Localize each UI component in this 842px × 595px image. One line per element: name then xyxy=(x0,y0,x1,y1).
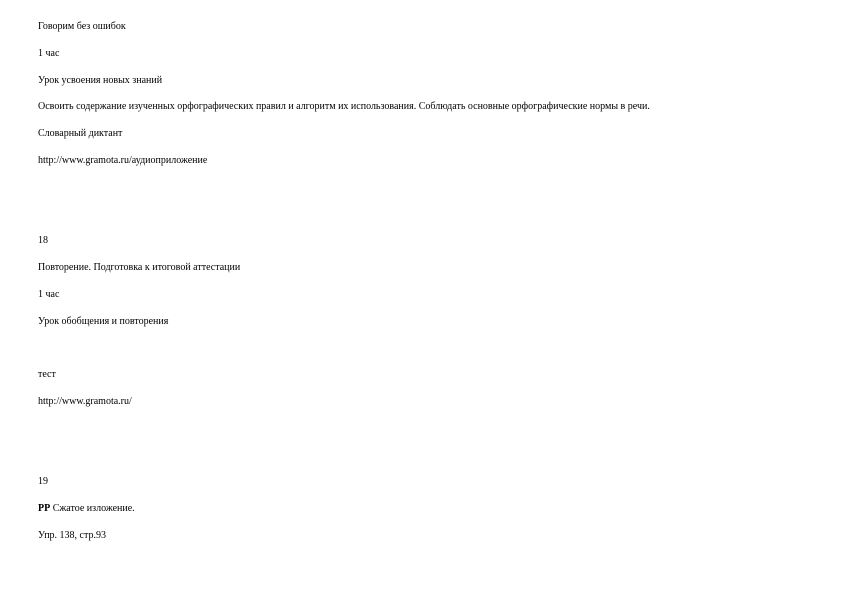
lesson-18-hours: 1 час xyxy=(38,289,60,300)
lesson-19-homework: Упр. 138, стр.93 xyxy=(38,530,106,541)
lesson-18-control: тест xyxy=(38,369,56,380)
lesson-17-control: Словарный диктант xyxy=(38,128,123,139)
lesson-17-hours: 1 час xyxy=(38,48,60,59)
lesson-18-number: 18 xyxy=(38,235,48,246)
lesson-17-type: Урок усвоения новых знаний xyxy=(38,75,163,86)
lesson-17-goals: Освоить содержание изученных орфографических правил и алгоритм их использования. Соблюдать основные орфографические нормы в речи. xyxy=(38,101,650,112)
lesson-19-topic-line xyxy=(38,504,135,514)
lesson-17-topic: Говорим без ошибок xyxy=(38,21,126,32)
lesson-18-type: Урок обобщения и повторения xyxy=(38,316,169,327)
lesson-17-resource-link[interactable]: http://www.gramota.ru/аудиоприложение xyxy=(38,155,208,166)
rr-label: РР xyxy=(38,503,51,514)
lesson-18-topic: Повторение. Подготовка к итоговой аттестации xyxy=(38,262,241,273)
lesson-18-resource-link[interactable]: http://www.gramota.ru/ xyxy=(38,396,132,407)
lesson-19-number: 19 xyxy=(38,476,48,487)
lesson-19-topic: Сжатое изложение. xyxy=(52,503,135,514)
